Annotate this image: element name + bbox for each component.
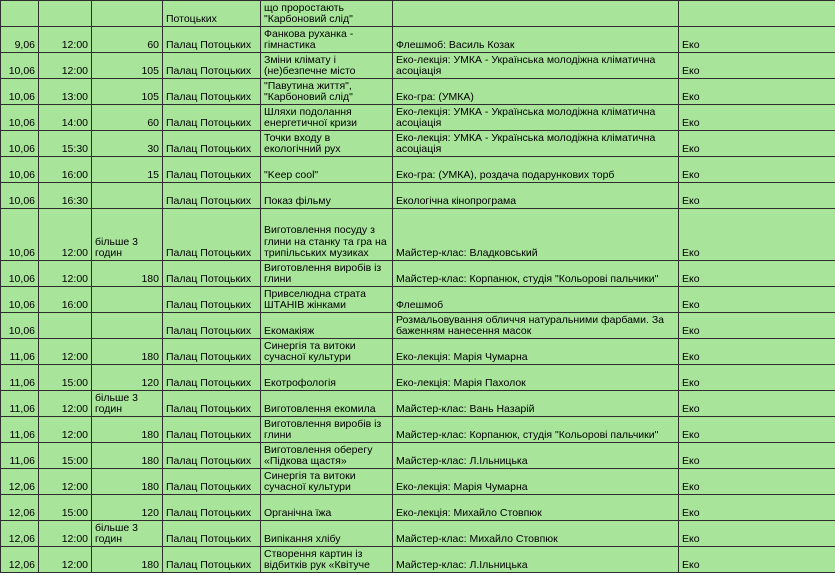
cell-duration[interactable]: 15: [92, 157, 163, 183]
cell-format[interactable]: Еко-лекція: Марія Пахолок: [393, 365, 679, 391]
cell-place[interactable]: Палац Потоцьких: [163, 495, 261, 521]
cell-title[interactable]: Показ фільму: [261, 183, 393, 209]
cell-date[interactable]: 11,06: [1, 339, 39, 365]
cell-duration[interactable]: [92, 183, 163, 209]
cell-date[interactable]: 12,06: [1, 495, 39, 521]
cell-title[interactable]: "Keep cool": [261, 157, 393, 183]
table-row: [1, 79, 835, 105]
cell-place[interactable]: Палац Потоцьких: [163, 313, 261, 339]
cell-time[interactable]: 12:00: [39, 417, 92, 443]
cell-title[interactable]: Фанкова руханка - гімнастика: [261, 27, 393, 53]
table-row: [1, 469, 835, 495]
cell-time[interactable]: 14:00: [39, 105, 92, 131]
cell-duration[interactable]: [92, 313, 163, 339]
cell-format[interactable]: Майстер-клас: Корпанюк, студія "Кольорові пальчики": [393, 417, 679, 443]
cell-place[interactable]: Палац Потоцьких: [163, 53, 261, 79]
cell-duration[interactable]: 180: [92, 261, 163, 287]
cell-time[interactable]: 15:00: [39, 365, 92, 391]
cell-duration[interactable]: 120: [92, 365, 163, 391]
cell-duration[interactable]: 60: [92, 27, 163, 53]
cell-category[interactable]: Еко: [679, 105, 835, 131]
cell-time[interactable]: 12:00: [39, 469, 92, 495]
cell-place[interactable]: Палац Потоцьких: [163, 157, 261, 183]
cell-category[interactable]: Еко: [679, 469, 835, 495]
cell-title[interactable]: Випікання хлібу: [261, 521, 393, 547]
table-row: [1, 1, 835, 27]
cell-place[interactable]: Палац Потоцьких: [163, 105, 261, 131]
cell-title[interactable]: Органічна їжа: [261, 495, 393, 521]
cell-title[interactable]: Екотрофологія: [261, 365, 393, 391]
cell-date[interactable]: 10,06: [1, 287, 39, 313]
table-row: [1, 53, 835, 79]
cell-time[interactable]: 12:00: [39, 547, 92, 573]
cell-time[interactable]: 12:00: [39, 27, 92, 53]
cell-date[interactable]: 10,06: [1, 209, 39, 261]
cell-time[interactable]: 12:00: [39, 391, 92, 417]
cell-duration[interactable]: більше 3 годин: [92, 391, 163, 417]
cell-duration[interactable]: 105: [92, 53, 163, 79]
cell-title[interactable]: Синергія та витоки сучасної культури: [261, 469, 393, 495]
cell-category[interactable]: Еко: [679, 443, 835, 469]
cell-title[interactable]: Виготовлення екомила: [261, 391, 393, 417]
cell-duration[interactable]: 120: [92, 495, 163, 521]
cell-format[interactable]: Майстер-клас: Л.Ільницька: [393, 443, 679, 469]
table-row: [1, 183, 835, 209]
table-row: [1, 365, 835, 391]
cell-place[interactable]: Палац Потоцьких: [163, 261, 261, 287]
cell-category[interactable]: Еко: [679, 183, 835, 209]
table-row: [1, 495, 835, 521]
schedule-body: [1, 1, 835, 573]
cell-category[interactable]: Еко: [679, 313, 835, 339]
cell-duration[interactable]: 180: [92, 417, 163, 443]
cell-date[interactable]: 10,06: [1, 131, 39, 157]
cell-category[interactable]: Еко: [679, 365, 835, 391]
cell-place[interactable]: Палац Потоцьких: [163, 417, 261, 443]
table-row: [1, 313, 835, 339]
cell-format[interactable]: Еко-гра: (УМКА): [393, 79, 679, 105]
cell-title[interactable]: Виготовлення виробів із глини: [261, 417, 393, 443]
cell-title[interactable]: Шляхи подолання енергетичної кризи: [261, 105, 393, 131]
cell-title[interactable]: Синергія та витоки сучасної культури: [261, 339, 393, 365]
cell-time[interactable]: 12:00: [39, 53, 92, 79]
cell-format[interactable]: Еко-гра: (УМКА), роздача подарункових торб: [393, 157, 679, 183]
cell-format[interactable]: Еко-лекція: УМКА - Українська молодіжна кліматична асоціація: [393, 105, 679, 131]
cell-date[interactable]: 10,06: [1, 313, 39, 339]
cell-duration[interactable]: [92, 1, 163, 27]
cell-duration[interactable]: 180: [92, 443, 163, 469]
table-row: [1, 339, 835, 365]
cell-place[interactable]: Палац Потоцьких: [163, 287, 261, 313]
cell-title[interactable]: Виготовлення посуду з глини на станку та гра на трипільських музиках: [261, 209, 393, 261]
cell-place[interactable]: Палац Потоцьких: [163, 27, 261, 53]
table-row: [1, 261, 835, 287]
cell-title[interactable]: "Павутина життя", "Карбоновий слід": [261, 79, 393, 105]
cell-time[interactable]: 12:00: [39, 521, 92, 547]
cell-date[interactable]: 11,06: [1, 391, 39, 417]
cell-duration[interactable]: 30: [92, 131, 163, 157]
cell-date[interactable]: 12,06: [1, 521, 39, 547]
table-row: [1, 27, 835, 53]
cell-time[interactable]: 16:00: [39, 157, 92, 183]
cell-place[interactable]: Палац Потоцьких: [163, 183, 261, 209]
cell-time[interactable]: 13:00: [39, 79, 92, 105]
cell-date[interactable]: [1, 1, 39, 27]
cell-format[interactable]: Еко-лекція: УМКА - Українська молодіжна кліматична асоціація: [393, 131, 679, 157]
cell-format[interactable]: Майстер-клас: Вань Назарій: [393, 391, 679, 417]
cell-category[interactable]: Еко: [679, 157, 835, 183]
cell-duration[interactable]: [92, 287, 163, 313]
cell-format[interactable]: Флешмоб: Василь Козак: [393, 27, 679, 53]
cell-time[interactable]: 15:00: [39, 443, 92, 469]
cell-date[interactable]: 10,06: [1, 183, 39, 209]
cell-format[interactable]: [393, 1, 679, 27]
table-row: [1, 287, 835, 313]
cell-duration[interactable]: 60: [92, 105, 163, 131]
cell-duration[interactable]: більше 3 годин: [92, 209, 163, 261]
cell-category[interactable]: [679, 1, 835, 27]
cell-time[interactable]: 15:00: [39, 495, 92, 521]
cell-place[interactable]: Палац Потоцьких: [163, 391, 261, 417]
cell-format[interactable]: Майстер-клас: Владковський: [393, 209, 679, 261]
cell-place[interactable]: Палац Потоцьких: [163, 469, 261, 495]
table-row: [1, 105, 835, 131]
cell-title[interactable]: Створення картин із відбитків рук «Квітуче: [261, 547, 393, 573]
cell-date[interactable]: 10,06: [1, 261, 39, 287]
cell-category[interactable]: Еко: [679, 339, 835, 365]
cell-duration[interactable]: 180: [92, 469, 163, 495]
table-row: [1, 521, 835, 547]
cell-format[interactable]: Еко-лекція: Михайло Стовпюк: [393, 495, 679, 521]
cell-place[interactable]: Палац Потоцьких: [163, 79, 261, 105]
cell-title[interactable]: Точки входу в екологічний рух: [261, 131, 393, 157]
cell-time[interactable]: 15:30: [39, 131, 92, 157]
cell-date[interactable]: 10,06: [1, 53, 39, 79]
cell-format[interactable]: Еко-лекція: Марія Чумарна: [393, 339, 679, 365]
table-row: [1, 443, 835, 469]
cell-place[interactable]: Палац Потоцьких: [163, 131, 261, 157]
cell-date[interactable]: 10,06: [1, 79, 39, 105]
cell-category[interactable]: Еко: [679, 521, 835, 547]
cell-category[interactable]: Еко: [679, 53, 835, 79]
cell-title[interactable]: що проростають "Карбоновий слід": [261, 1, 393, 27]
cell-category[interactable]: Еко: [679, 27, 835, 53]
cell-date[interactable]: 12,06: [1, 547, 39, 573]
cell-time[interactable]: [39, 1, 92, 27]
cell-format[interactable]: Еко-лекція: УМКА - Українська молодіжна кліматична асоціація: [393, 53, 679, 79]
cell-place[interactable]: Палац Потоцьких: [163, 443, 261, 469]
cell-category[interactable]: Еко: [679, 79, 835, 105]
table-row: [1, 547, 835, 573]
cell-title[interactable]: Зміни клімату і (не)безпечне місто: [261, 53, 393, 79]
cell-format[interactable]: Екологічна кінопрограма: [393, 183, 679, 209]
cell-date[interactable]: 12,06: [1, 469, 39, 495]
cell-place[interactable]: Палац Потоцьких: [163, 547, 261, 573]
cell-category[interactable]: Еко: [679, 495, 835, 521]
cell-format[interactable]: Розмальовування обличчя натуральними фарбами. За баженням нанесення масок: [393, 313, 679, 339]
cell-category[interactable]: Еко: [679, 131, 835, 157]
cell-format[interactable]: Майстер-клас: Корпанюк, студія "Кольорові пальчики": [393, 261, 679, 287]
cell-category[interactable]: Еко: [679, 287, 835, 313]
cell-format[interactable]: Майстер-клас: Михайло Стовпюк: [393, 521, 679, 547]
cell-time[interactable]: 12:00: [39, 339, 92, 365]
cell-place[interactable]: Палац Потоцьких: [163, 521, 261, 547]
table-row: [1, 157, 835, 183]
cell-date[interactable]: 11,06: [1, 365, 39, 391]
cell-place[interactable]: Палац Потоцьких: [163, 365, 261, 391]
cell-duration[interactable]: більше 3 годин: [92, 521, 163, 547]
cell-category[interactable]: Еко: [679, 209, 835, 261]
cell-title[interactable]: Виготовлення оберегу «Підкова щастя»: [261, 443, 393, 469]
cell-date[interactable]: 10,06: [1, 105, 39, 131]
cell-duration[interactable]: 180: [92, 339, 163, 365]
table-row: [1, 209, 835, 261]
cell-format[interactable]: Еко-лекція: Марія Чумарна: [393, 469, 679, 495]
cell-title[interactable]: Екомакіяж: [261, 313, 393, 339]
cell-time[interactable]: 16:00: [39, 287, 92, 313]
cell-category[interactable]: Еко: [679, 547, 835, 573]
cell-duration[interactable]: 105: [92, 79, 163, 105]
cell-place[interactable]: Палац Потоцьких: [163, 209, 261, 261]
cell-date[interactable]: 11,06: [1, 417, 39, 443]
cell-place[interactable]: Потоцьких: [163, 1, 261, 27]
cell-title[interactable]: Виготовлення виробів із глини: [261, 261, 393, 287]
cell-date[interactable]: 9,06: [1, 27, 39, 53]
cell-time[interactable]: 12:00: [39, 209, 92, 261]
cell-format[interactable]: Флешмоб: [393, 287, 679, 313]
cell-category[interactable]: Еко: [679, 391, 835, 417]
cell-time[interactable]: [39, 313, 92, 339]
table-row: [1, 391, 835, 417]
cell-date[interactable]: 10,06: [1, 157, 39, 183]
cell-time[interactable]: 12:00: [39, 261, 92, 287]
cell-format[interactable]: Майстер-клас: Л.Ільницька: [393, 547, 679, 573]
cell-place[interactable]: Палац Потоцьких: [163, 339, 261, 365]
table-row: [1, 417, 835, 443]
cell-title[interactable]: Привселюдна страта ШТАНІВ жінками: [261, 287, 393, 313]
cell-date[interactable]: 11,06: [1, 443, 39, 469]
cell-category[interactable]: Еко: [679, 261, 835, 287]
cell-category[interactable]: Еко: [679, 417, 835, 443]
cell-time[interactable]: 16:30: [39, 183, 92, 209]
cell-duration[interactable]: 180: [92, 547, 163, 573]
table-row: [1, 131, 835, 157]
